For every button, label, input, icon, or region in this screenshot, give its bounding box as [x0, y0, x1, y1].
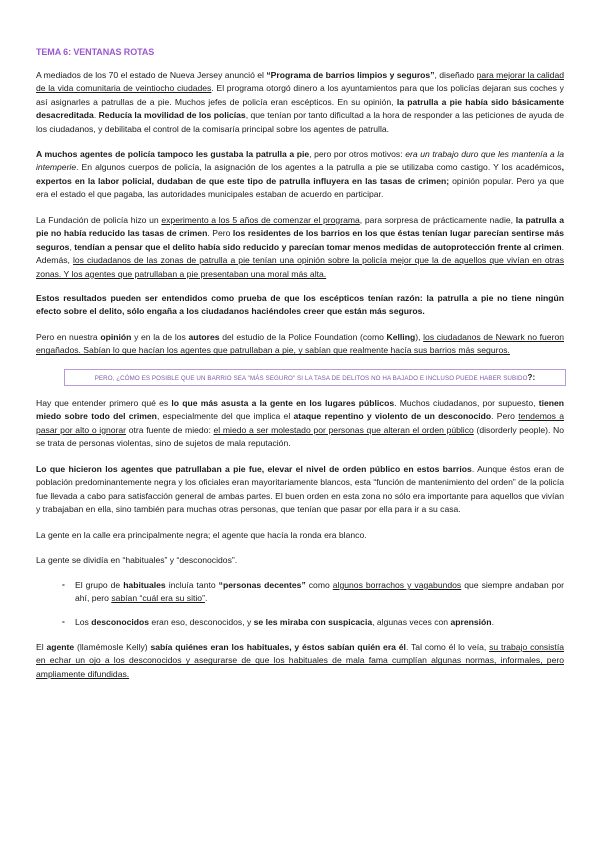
underlined-text: experimento a los 5 años de comenzar el programa	[161, 215, 360, 225]
paragraph-order	[36, 463, 564, 517]
bold-text: la patrulla a pie no había reducido las tasas de crimen	[36, 215, 564, 239]
bullet-mark: -	[62, 616, 65, 626]
text: ,	[69, 241, 75, 252]
text: .	[93, 110, 99, 121]
bold-text: ataque repentino y violento de un desconocido	[293, 411, 492, 422]
underlined-text: su trabajo consistía en echar un ojo a los desconocidos y asegurarse de que los habituales de mala fama cumplían algunas normas, informales, pero ampliamente difundidas.	[36, 642, 564, 679]
paragraph-intro	[36, 69, 564, 136]
text: , especialmente del que implica el	[156, 411, 294, 422]
bold-text: lo que más asusta a la gente en los lugares públicos	[171, 398, 395, 408]
underlined-text: los ciudadanos de las zonas de patrulla a pie tenían una opinión sobre la policía mejor que la de aquellos que vivían en otras zonas. Y los agentes que patrullaban a pie presentaban una moral más alta.	[36, 255, 564, 279]
question-box	[64, 369, 566, 386]
text: A mediados de los 70 el estado de Nueva Jersey anunció el	[36, 70, 267, 80]
document-title: TEMA 6: VENTANAS ROTAS	[36, 47, 155, 57]
paragraph-results	[36, 292, 564, 319]
text: . Pero	[491, 411, 519, 422]
text: , pero por otros motivos:	[309, 149, 406, 159]
paragraph-agent	[36, 641, 564, 681]
text: ),	[415, 332, 424, 342]
text: como	[305, 580, 333, 590]
text: La Fundación de policía hizo un	[36, 215, 162, 225]
bold-text: tendían a pensar que el delito había sido reducido y parecían tomar menos medidas de autoprotección frente al crimen	[74, 241, 562, 252]
text: del estudio de la Police Foundation (como	[219, 332, 387, 342]
bold-text: la patrulla a pie había sido básicamente desacreditada	[36, 96, 565, 121]
text: , algunas veces con	[372, 617, 451, 627]
text: . Además,	[36, 241, 564, 266]
bold-text: agente	[46, 642, 75, 652]
text: Hay que entender primero qué es	[36, 398, 172, 408]
text: , para sorpresa de prácticamente nadie,	[359, 215, 516, 225]
bold-text: , expertos en la labor policial, dudaban de que este tipo de patrulla influyera en las tasas de crimen;	[36, 162, 564, 186]
italic-text: era un trabajo duro que les mantenía a la intemperie	[36, 149, 564, 173]
text: y en la de los	[131, 332, 189, 342]
bold-text: habituales	[123, 580, 166, 590]
underlined-text: para mejorar la calidad de la vida comunitaria de veintiocho ciudades	[36, 70, 564, 94]
bold-text: aprensión	[450, 617, 492, 627]
underlined-text: sabían “cuál era su sitio”	[111, 593, 205, 604]
bullet-mark: -	[62, 579, 65, 589]
underlined-text: los ciudadanos de Newark no fueron engañados. Sabían lo que hacían los agentes que patrullaban a pie, y sabían que realmente hacía sus barrios más seguros.	[36, 332, 564, 356]
text: (llamémosle Kelly)	[74, 642, 151, 652]
paragraph-experiment	[36, 214, 564, 281]
paragraph-agents	[36, 148, 564, 202]
paragraph-opinion	[36, 331, 564, 358]
text: La gente en la calle era principalmente negra; el agente que hacía la ronda era blanco.	[36, 530, 367, 540]
text: El grupo de	[75, 580, 124, 590]
text: La gente se dividía en “habituales” y “desconocidos”.	[36, 555, 238, 565]
bold-text: Kelling	[386, 332, 416, 342]
bold-text: desconocidos	[91, 617, 150, 627]
text: otra fuente de miedo:	[126, 424, 214, 435]
bold-text: sabía quiénes eran los habituales, y éstos sabían quién era él	[150, 642, 406, 652]
text: . Muchos ciudadanos, por supuesto,	[394, 398, 539, 408]
question-end: ?:	[527, 373, 536, 382]
text: Los	[75, 617, 92, 627]
bold-text: opinión	[100, 332, 132, 342]
text: . Pero	[207, 228, 233, 239]
underlined-text: tendemos a pasar por alto o ignorar	[36, 411, 564, 435]
text: , que tenían por tanto dificultad a la hora de responder a las peticiones de ayuda de los ciudadanos, y debilitaba el control de la comisaría principal sobre los agentes de patrulla.	[36, 110, 564, 134]
text: opinión popular. Pero ya que era el estado el que pagaba, las autoridades municipales estaban de acuerdo en participar.	[36, 175, 564, 200]
text: Pero en nuestra	[36, 332, 101, 342]
bold-text: “personas decentes”	[218, 580, 306, 590]
text: que siempre andaban por ahí, pero	[75, 580, 565, 604]
text: .	[491, 617, 494, 627]
bold-text: los residentes de los barrios en los que éstas tenían lugar parecían sentirse más seguros	[36, 228, 565, 252]
bullet-desconocidos	[75, 616, 564, 629]
text: (disorderly people). No se trata de personas violentas, sino de sujetos de mala reputación.	[36, 424, 565, 449]
text: incluía tanto	[165, 580, 219, 590]
paragraph-fear	[36, 397, 564, 451]
text: eran eso, desconocidos, y	[149, 617, 254, 627]
text: .	[204, 593, 208, 604]
bold-text: “Programa de barrios limpios y seguros”	[266, 70, 435, 80]
bold-text: Lo que hicieron los agentes que patrullaban a pie fue, elevar el nivel de orden público en estos barrios	[36, 464, 472, 474]
text: , diseñado	[434, 70, 477, 80]
underlined-text: algunos borrachos y vagabundos	[332, 580, 462, 590]
bold-text: se les miraba con suspicacia	[253, 617, 373, 627]
bold-text: Estos resultados pueden ser entendidos como prueba de que los escépticos tenían razón: la patrulla a pie no tiene ningún efecto sobre el delito, sólo engaña a los ciudadanos haciéndoles creer que están más seguros.	[36, 293, 564, 317]
bold-text: A muchos agentes de policía tampoco les gustaba la patrulla a pie	[36, 149, 310, 159]
text: . El programa otorgó dinero a los ayuntamientos para que los policías dejaran sus coches y así asignarles a patrullas de a pie. Muchos jefes de policía eran escépticos. En su opinión,	[36, 83, 564, 107]
bold-text: Reducía la movilidad de los policías	[98, 110, 246, 121]
text: . Tal como él lo veía,	[405, 642, 490, 652]
underlined-text: el miedo a ser molestado por personas que alteran el orden público	[213, 424, 474, 435]
paragraph-street	[36, 529, 564, 542]
question-text: PERO, ¿CÓMO ES POSIBLE QUE UN BARRIO SEA "MÁS SEGURO" SI LA TASA DE DELITOS NO HA BAJADO E INCLUSO PUEDE HABER SUBIDO	[94, 375, 528, 382]
bullet-habituales	[75, 579, 564, 606]
bold-text: tienen miedo sobre todo del crimen	[36, 398, 565, 422]
text: El	[36, 642, 47, 652]
text: . Aunque éstos eran de población predominantemente negra y los oficiales eran mayoritariamente blancos, esta “función de mantenimiento del orden” de la policía fue llevada a cabo para satisfacción general de ambas partes. El buen orden en esta zona no sólo era importante para aquellos que vivían y trabajaban en ella, sino también para muchas otras personas, que tenían que pasar por ella para ir a su casa.	[36, 464, 564, 515]
bold-text: autores	[188, 332, 220, 342]
paragraph-division	[36, 554, 564, 567]
text: . En algunos cuerpos de policía, la asignación de los agentes a la patrulla a pie se utilizaba como castigo. Y los académicos	[76, 162, 562, 173]
